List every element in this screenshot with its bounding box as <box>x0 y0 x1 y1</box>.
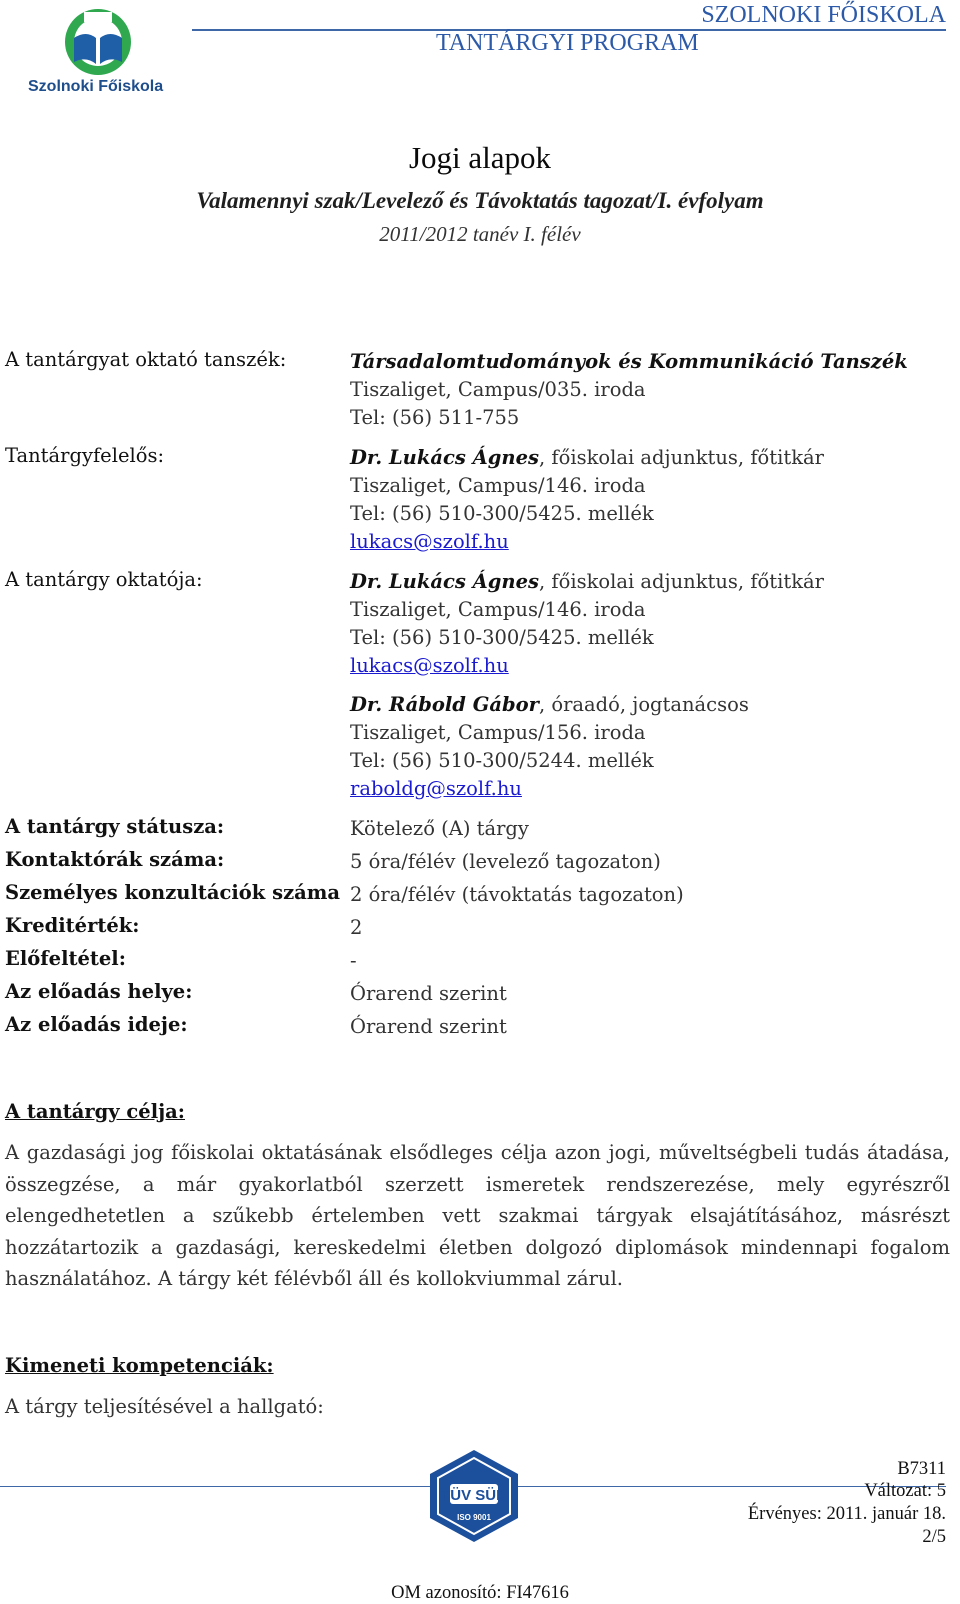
responsible-name: Dr. Lukács Ágnes <box>350 446 539 469</box>
school-logo <box>24 8 184 100</box>
competencies-heading: Kimeneti kompetenciák: <box>5 1354 274 1377</box>
detail-value: 2 <box>350 916 363 939</box>
logo-text: Szolnoki Főiskola <box>28 78 164 95</box>
doc-valid-date: Érvényes: 2011. január 18. <box>747 1504 946 1524</box>
detail-value: Órarend szerint <box>350 982 507 1005</box>
tuv-badge-text: TÜV SÜD <box>441 1487 507 1504</box>
goal-heading: A tantárgy célja: <box>5 1100 185 1123</box>
detail-value: Órarend szerint <box>350 1015 507 1038</box>
detail-label: Az előadás helye: <box>5 980 193 1003</box>
logo-icon <box>24 8 184 78</box>
lecturers-label: A tantárgy oktatója: <box>5 568 203 591</box>
lecturer-phone: Tel: (56) 510-300/5425. mellék <box>350 626 654 649</box>
course-term: 2011/2012 tanév I. félév <box>379 222 581 246</box>
responsible-role: , főiskolai adjunktus, főtitkár <box>538 446 824 469</box>
lecturer-role: , óraadó, jogtanácsos <box>538 693 749 716</box>
tuv-certification-badge <box>422 1448 526 1544</box>
responsible-address: Tiszaliget, Campus/146. iroda <box>350 474 646 497</box>
tuv-iso-text: ISO 9001 <box>457 1513 491 1522</box>
department-address: Tiszaliget, Campus/035. iroda <box>350 378 646 401</box>
doc-code: B7311 <box>897 1459 946 1479</box>
detail-value: - <box>350 949 357 972</box>
detail-value: 2 óra/félév (távoktatás tagozaton) <box>350 883 684 906</box>
detail-label: Az előadás ideje: <box>5 1013 188 1036</box>
detail-value: Kötelező (A) tárgy <box>350 817 529 840</box>
course-subtitle: Valamennyi szak/Levelező és Távoktatás tagozat/I. évfolyam <box>196 188 764 213</box>
lecturer-address: Tiszaliget, Campus/146. iroda <box>350 598 646 621</box>
competencies-text: A tárgy teljesítésével a hallgató: <box>5 1395 324 1418</box>
detail-label: Kreditérték: <box>5 914 140 937</box>
department-block <box>350 348 908 432</box>
department-label: A tantárgyat oktató tanszék: <box>5 348 287 371</box>
course-title: Jogi alapok <box>408 140 552 175</box>
detail-label: Személyes konzultációk száma <box>5 881 341 904</box>
responsible-block <box>350 444 824 556</box>
detail-label: Előfeltétel: <box>5 947 126 970</box>
responsible-email-link[interactable]: lukacs@szolf.hu <box>350 530 509 553</box>
department-phone: Tel: (56) 511-755 <box>350 406 520 429</box>
department-name: Társadalomtudományok és Kommunikáció Tanszék <box>350 350 908 373</box>
doc-version: Változat: 5 <box>864 1481 946 1501</box>
tuv-icon <box>422 1448 526 1544</box>
lecturer-phone: Tel: (56) 510-300/5244. mellék <box>350 749 654 772</box>
detail-label: Kontaktórák száma: <box>5 848 225 871</box>
page-number: 2/5 <box>922 1527 946 1547</box>
lecturer-role: , főiskolai adjunktus, főtitkár <box>538 570 824 593</box>
lecturer-block <box>350 568 824 680</box>
responsible-label: Tantárgyfelelős: <box>5 444 165 467</box>
lecturer-block <box>350 691 749 803</box>
header-school-name: SZOLNOKI FŐISKOLA <box>701 2 946 28</box>
lecturer-email-link[interactable]: lukacs@szolf.hu <box>350 654 509 677</box>
om-identifier: OM azonosító: FI47616 <box>391 1583 569 1603</box>
detail-value: 5 óra/félév (levelező tagozaton) <box>350 850 661 873</box>
lecturer-name: Dr. Rábold Gábor <box>350 693 539 716</box>
header-program-title: TANTÁRGYI PROGRAM <box>436 30 699 56</box>
goal-text: A gazdasági jog főiskolai oktatásának elsődleges célja azon jogi, műveltségbeli tudás átadása, összegzése, a már gyakorlatból szerzett ismeretek rendszerezése, mely egyrészről elengedhetetlen a szűkebb értelemben vett szakmai tárgyak elsajátításához, másrészt hozzátartozik a gazdasági, kereskedelmi életben dolgozó diplomások mindennapi fogalom használatához. A tárgy két félévből áll és kollokviummal zárul. <box>5 1141 950 1290</box>
lecturer-name: Dr. Lukács Ágnes <box>350 570 539 593</box>
lecturer-email-link[interactable]: raboldg@szolf.hu <box>350 777 522 800</box>
responsible-phone: Tel: (56) 510-300/5425. mellék <box>350 502 654 525</box>
detail-label: A tantárgy státusza: <box>5 815 225 838</box>
lecturer-address: Tiszaliget, Campus/156. iroda <box>350 721 646 744</box>
